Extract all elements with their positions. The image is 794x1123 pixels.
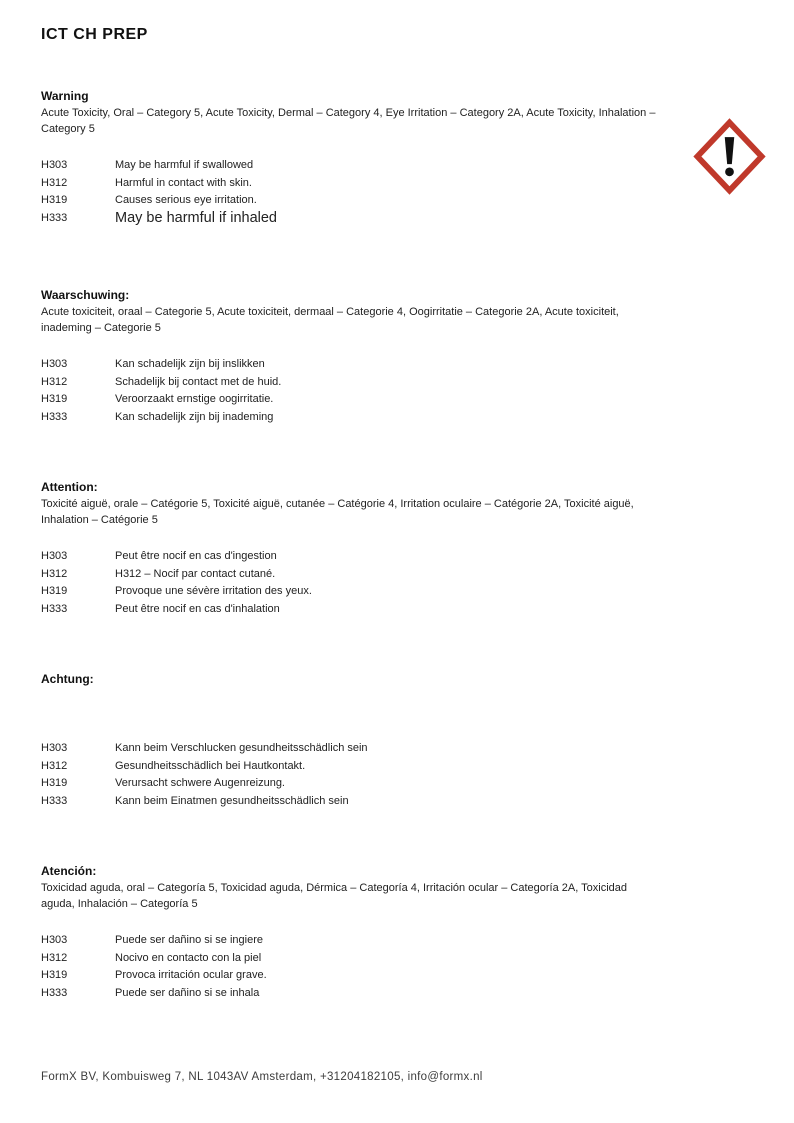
exclamation-dot — [725, 167, 734, 176]
hazard-code: H312 — [41, 176, 68, 189]
statement-row — [41, 357, 671, 375]
hazard-code: H303 — [41, 159, 68, 171]
statement-row — [41, 567, 671, 585]
ghs-exclamation-icon — [693, 118, 766, 195]
footer-company-line: FormX BV, Kombuisweg 7, NL 1043AV Amsterdam, +31204182105, info@formx.nl — [41, 1071, 483, 1083]
hazard-code: H303 — [41, 550, 68, 562]
hazard-statement: Harmful in contact with skin. — [115, 176, 252, 189]
signal-word: Warning — [41, 89, 89, 103]
statement-row — [41, 951, 671, 969]
page-title: ICT CH PREP — [41, 26, 148, 43]
statement-rows — [41, 158, 671, 228]
statement-row — [41, 176, 671, 194]
hazard-statement: Kann beim Verschlucken gesundheitsschädlich sein — [115, 742, 368, 754]
hazard-statement: Provoca irritación ocular grave. — [115, 969, 267, 982]
hazard-statement: Provoque une sévère irritation des yeux. — [115, 585, 312, 598]
hazard-statement: Schadelijk bij contact met de huid. — [115, 375, 282, 388]
hazard-section-dutch — [41, 287, 671, 479]
hazard-code: H333 — [41, 794, 68, 807]
statement-rows — [41, 741, 671, 811]
signal-word: Atención: — [41, 864, 97, 878]
classification-text: Toxicité aiguë, orale – Catégorie 5, Toxicité aiguë, cutanée – Catégorie 4, Irritation oculaire – Catégorie 2A, Toxicité aiguë, Inhalation – Catégorie 5 — [41, 498, 634, 526]
hazard-statement: Peut être nocif en cas d'inhalation — [115, 602, 280, 615]
statement-row — [41, 741, 671, 759]
hazard-code: H312 — [41, 951, 68, 964]
hazard-code: H319 — [41, 585, 68, 598]
hazard-statement: Puede ser dañino si se ingiere — [115, 934, 263, 946]
statement-row — [41, 584, 671, 602]
statement-row — [41, 986, 671, 1004]
hazard-code: H333 — [41, 986, 68, 999]
hazard-statement: Causes serious eye irritation. — [115, 194, 257, 207]
classification-text: Toxicidad aguda, oral – Categoría 5, Toxicidad aguda, Dérmica – Categoría 4, Irritación ocular – Categoría 2A, Toxicidad aguda, Inhalación – Categoría 5 — [41, 882, 627, 910]
hazard-code: H319 — [41, 969, 68, 982]
hazard-section-german — [41, 671, 671, 863]
hazard-code: H303 — [41, 358, 68, 370]
hazard-statement: Puede ser dañino si se inhala — [115, 986, 260, 999]
hazard-code: H333 — [41, 410, 68, 423]
statement-row — [41, 776, 671, 794]
statement-rows — [41, 933, 671, 1003]
hazard-code: H333 — [41, 602, 68, 615]
hazard-code: H312 — [41, 567, 68, 580]
hazard-code: H312 — [41, 375, 68, 388]
hazard-code: H319 — [41, 194, 68, 207]
hazard-code: H319 — [41, 393, 68, 406]
hazard-section-english — [41, 88, 671, 287]
statement-row — [41, 375, 671, 393]
signal-word: Attention: — [41, 480, 98, 494]
sections — [41, 88, 671, 1055]
hazard-section-spanish — [41, 863, 671, 1055]
hazard-statement: May be harmful if swallowed — [115, 159, 254, 171]
ghs-exclamation-svg — [693, 118, 766, 195]
hazard-code: H303 — [41, 742, 68, 754]
statement-row — [41, 193, 671, 211]
statement-row — [41, 794, 671, 812]
hazard-statement: Peut être nocif en cas d'ingestion — [115, 550, 277, 562]
hazard-code: H312 — [41, 759, 68, 772]
hazard-statement: May be harmful if inhaled — [115, 210, 277, 225]
classification-text: Acute Toxicity, Oral – Category 5, Acute Toxicity, Dermal – Category 4, Eye Irritation – Category 2A, Acute Toxicity, Inhalation – Category 5 — [41, 107, 656, 135]
hazard-statement: H312 – Nocif par contact cutané. — [115, 567, 276, 580]
signal-word: Waarschuwing: — [41, 288, 130, 302]
hazard-code: H303 — [41, 934, 68, 946]
classification-text — [41, 689, 663, 720]
statement-row — [41, 158, 671, 176]
hazard-statement: Kan schadelijk zijn bij inslikken — [115, 358, 265, 370]
hazard-code: H333 — [41, 211, 68, 224]
hazard-statement: Kan schadelijk zijn bij inademing — [115, 410, 274, 423]
statement-rows — [41, 357, 671, 427]
statement-rows — [41, 549, 671, 619]
statement-row — [41, 392, 671, 410]
hazard-statement: Gesundheitsschädlich bei Hautkontakt. — [115, 759, 306, 772]
statement-row — [41, 410, 671, 428]
statement-row — [41, 549, 671, 567]
statement-row — [41, 211, 671, 229]
statement-row — [41, 933, 671, 951]
hazard-statement: Verursacht schwere Augenreizung. — [115, 777, 285, 790]
classification-text: Acute toxiciteit, oraal – Categorie 5, Acute toxiciteit, dermaal – Categorie 4, Oogirritatie – Categorie 2A, Acute toxiciteit, inademing – Categorie 5 — [41, 306, 619, 334]
statement-row — [41, 968, 671, 986]
statement-row — [41, 602, 671, 620]
hazard-statement: Nocivo en contacto con la piel — [115, 951, 262, 964]
signal-word: Achtung: — [41, 672, 94, 686]
hazard-statement: Veroorzaakt ernstige oogirritatie. — [115, 393, 274, 406]
hazard-code: H319 — [41, 777, 68, 790]
statement-row — [41, 759, 671, 777]
hazard-section-french — [41, 479, 671, 671]
hazard-statement: Kann beim Einatmen gesundheitsschädlich sein — [115, 794, 349, 807]
